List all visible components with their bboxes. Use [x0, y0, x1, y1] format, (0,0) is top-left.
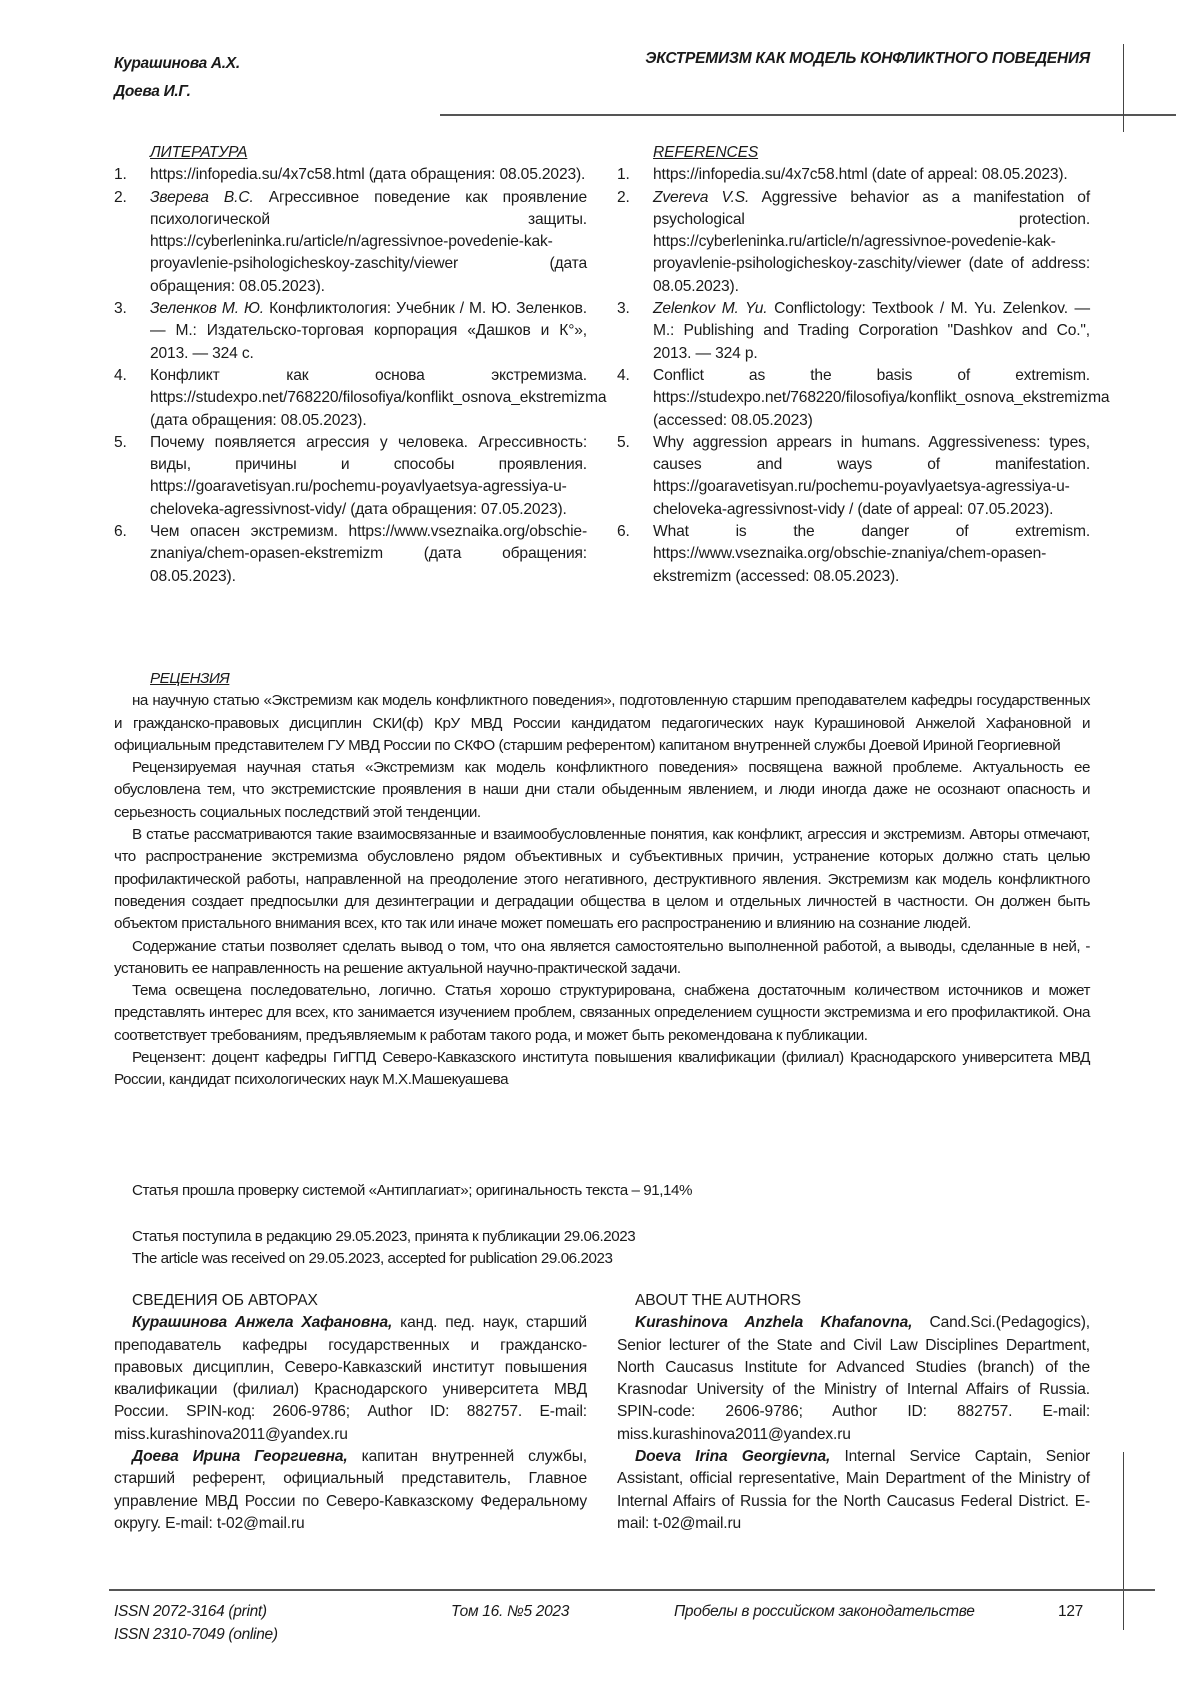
reference-text: Conflictology: Textbook / M. Yu. Zelenkov. — M.: Publishing and Trading Corporation "Dashkov and Co.", 2013. — 324 p.	[653, 300, 1090, 362]
reference-text: Чем опасен экстремизм. https://www.vseznaika.org/obschie-znaniya/chem-opasen-ekstremizm (дата обращения: 08.05.2023).	[150, 523, 587, 585]
reference-item	[617, 298, 1090, 365]
references-section	[617, 142, 1110, 588]
reference-number: 2.	[617, 188, 630, 206]
reference-number: 4.	[114, 366, 127, 384]
author-info-text: капитан внутренней службы, старший референт, официальный представитель, Главное управление МВД России по Северо-Кавказскому Федеральному округу. E-mail: t-02@mail.ru	[114, 1448, 587, 1532]
running-header-authors	[114, 50, 240, 106]
reference-number: 4.	[617, 366, 630, 384]
authors-ru-section	[114, 1290, 587, 1535]
reference-text: https://infopedia.su/4x7c58.html (date of appeal: 08.05.2023).	[653, 166, 1068, 184]
reference-text: Конфликтология: Учебник / М. Ю. Зеленков. — М.: Издательско-торговая корпорация «Дашков и К°», 2013. — 324 с.	[150, 300, 587, 362]
reference-item	[617, 521, 1090, 588]
references-heading: REFERENCES	[653, 144, 759, 161]
author-info-text: канд. пед. наук, старший преподаватель кафедры государственных и гражданско-правовых дисциплин, Северо-Кавказский институт повышения квалификации (филиал) Краснодарского университета МВД России. SPIN-код: 2606-9786; Author ID: 882757. E-mail: miss.kurashinova2011@yandex.ru	[114, 1314, 587, 1443]
author-info	[114, 1312, 587, 1446]
author-name: Курашинова А.Х.	[114, 55, 240, 72]
reference-number: 3.	[114, 300, 127, 318]
page-number: 127	[1058, 1603, 1083, 1620]
reference-item	[114, 164, 587, 186]
authors-en-heading: ABOUT THE AUTHORS	[635, 1292, 801, 1309]
reference-number: 5.	[114, 433, 127, 451]
footer-issn	[114, 1600, 278, 1646]
footer-divider	[109, 1589, 1155, 1591]
reference-author: Зверева В.С.	[150, 188, 254, 206]
author-info	[114, 1446, 587, 1535]
footer-journal: Пробелы в российском законодательстве	[674, 1603, 975, 1620]
review-section	[114, 668, 1090, 1092]
literature-list	[114, 164, 607, 588]
reference-author: Zvereva V.S.	[653, 188, 750, 206]
reference-item	[617, 365, 1110, 432]
authors-en-section	[617, 1290, 1090, 1535]
running-header-title: ЭКСТРЕМИЗМ КАК МОДЕЛЬ КОНФЛИКТНОГО ПОВЕДЕНИЯ	[645, 50, 1090, 67]
received-date-ru: Статья поступила в редакцию 29.05.2023, принята к публикации 29.06.2023	[132, 1228, 636, 1245]
reference-item	[114, 187, 587, 298]
reference-author: Зеленков М. Ю.	[150, 300, 264, 318]
author-info-text: Cand.Sci.(Pedagogics), Senior lecturer of the State and Civil Law Disciplines Department, North Caucasus Institute for Advanced Studies (branch) of the Krasnodar University of the Ministry of Internal Affairs of Russia. SPIN-code: 2606-9786; Author ID: 882757. E-mail: miss.kurashinova2011@yandex.ru	[617, 1314, 1090, 1443]
reference-item	[114, 365, 607, 432]
author-name: Доева И.Г.	[114, 83, 191, 100]
authors-ru-heading: СВЕДЕНИЯ ОБ АВТОРАХ	[132, 1292, 318, 1309]
author-info	[617, 1312, 1090, 1446]
reference-number: 2.	[114, 188, 127, 206]
reference-number: 1.	[617, 166, 630, 184]
reference-text: Агрессивное поведение как проявление психологической защиты. https://cyberleninka.ru/article/n/agressivnoe-povedenie-kak-proyavlenie-psihologicheskoy-zaschity/viewer (дата обращения: 08.05.2023).	[150, 188, 587, 295]
footer-volume: Том 16. №5 2023	[451, 1603, 570, 1620]
review-paragraph: Тема освещена последовательно, логично. Статья хорошо структурирована, снабжена достаточным количеством источников и может представлять интерес для всех, кто занимается изучением проблем, связанных определением сущности экстремизма и его профилактикой. Она соответствует требованиям, предъявляемым к работам такого рода, и может быть рекомендована к публикации.	[114, 982, 1090, 1044]
reference-item	[114, 521, 587, 588]
reference-item	[617, 432, 1090, 521]
reference-text: Why aggression appears in humans. Aggressiveness: types, causes and ways of manifestation. https://goaravetisyan.ru/pochemu-poyavlyaetsya-agressiya-u-cheloveka-agressivnost-vidy / (date of appeal: 07.05.2023).	[653, 433, 1090, 518]
reference-item	[114, 432, 587, 521]
header-crop-mark	[1123, 44, 1124, 132]
reference-number: 6.	[617, 523, 630, 541]
literature-section	[114, 142, 607, 588]
reference-number: 5.	[617, 433, 630, 451]
review-paragraph: на научную статью «Экстремизм как модель конфликтного поведения», подготовленную старшим преподавателем кафедры государственных и гражданско-правовых дисциплин СКИ(ф) КрУ МВД России кандидатом педагогических наук Курашиновой Анжелой Хафановной и официальным представителем ГУ МВД России по СКФО (старшим референтом) капитаном внутренней службы Доевой Ириной Георгиевной	[114, 692, 1090, 754]
reference-text: Почему появляется агрессия у человека. Агрессивность: виды, причины и способы проявления. https://goaravetisyan.ru/pochemu-poyavlyaetsya-agressiya-u-cheloveka-agressivnost-vidy/ (дата обращения: 07.05.2023).	[150, 433, 587, 518]
review-paragraph: Рецензируемая научная статья «Экстремизм как модель конфликтного поведения» посвящена важной проблеме. Актуальность ее обусловлена тем, что экстремистские проявления в наши дни стали обыденным явлением, и люди иногда даже не осознают опасность и серьезность социальных последствий этой тенденции.	[114, 759, 1090, 821]
reference-text: https://infopedia.su/4x7c58.html (дата обращения: 08.05.2023).	[150, 166, 586, 184]
received-date-en: The article was received on 29.05.2023, accepted for publication 29.06.2023	[132, 1250, 613, 1267]
reference-text: Aggressive behavior as a manifestation of psychological protection. https://cyberleninka.ru/article/n/agressivnoe-povedenie-kak-proyavlenie-psihologicheskoy-zaschity/viewer (date of address: 08.05.2023).	[653, 188, 1091, 295]
reference-number: 3.	[617, 300, 630, 318]
reference-item	[617, 187, 1090, 298]
references-list	[617, 164, 1110, 588]
author-info-text: Internal Service Captain, Senior Assistant, official representative, Main Department of the Ministry of Internal Affairs of Russia for the North Caucasus Federal District. E-mail: t-02@mail.ru	[617, 1448, 1090, 1532]
review-heading: РЕЦЕНЗИЯ	[150, 670, 230, 687]
author-info-name: Доева Ирина Георгиевна,	[132, 1448, 348, 1466]
review-paragraph: Содержание статьи позволяет сделать вывод о том, что она является самостоятельно выполненной работой, а выводы, сделанные в ней, - установить ее направленность на решение актуальной научно-практической задачи.	[114, 937, 1090, 977]
reference-item	[617, 164, 1090, 186]
antiplagiat-note: Статья прошла проверку системой «Антиплагиат»; оригинальность текста – 91,14%	[132, 1182, 693, 1199]
reviewer-info: Рецензент: доцент кафедры ГиГПД Северо-Кавказского института повышения квалификации (филиал) Краснодарского университета МВД России, кандидат психологических наук М.Х.Машекуашева	[114, 1049, 1090, 1089]
issn-print: ISSN 2072-3164 (print)	[114, 1603, 267, 1620]
issn-online: ISSN 2310-7049 (online)	[114, 1626, 278, 1643]
reference-text: Конфликт как основа экстремизма. https://studexpo.net/768220/filosofiya/konflikt_osnova_ekstremizma (дата обращения: 08.05.2023).	[150, 366, 607, 429]
author-info	[617, 1446, 1090, 1535]
literature-heading: ЛИТЕРАТУРА	[150, 144, 248, 161]
reference-number: 6.	[114, 523, 127, 541]
author-info-name: Doeva Irina Georgievna,	[635, 1448, 831, 1466]
reference-number: 1.	[114, 166, 127, 184]
review-paragraph: В статье рассматриваются такие взаимосвязанные и взаимообусловленные понятия, как конфликт, агрессия и экстремизм. Авторы отмечают, что распространение экстремизма обусловлено рядом объективных и субъективных причин, устранение которых должно стать целью профилактической работы, направленной на преодоление этого негативного, деструктивного явления. Экстремизм как модель конфликтного поведения создает предпосылки для дезинтеграции и деградации общества в целом и отдельных личностей в частности. Он должен быть объектом пристального внимания всех, кто так или иначе может помешать его распространению и влиянию на сознание людей.	[114, 826, 1090, 933]
header-divider	[440, 114, 1176, 116]
author-info-name: Курашинова Анжела Хафановна,	[132, 1314, 393, 1332]
reference-text: What is the danger of extremism. https://www.vseznaika.org/obschie-znaniya/chem-opasen-ekstremizm (accessed: 08.05.2023).	[653, 523, 1090, 585]
reference-author: Zelenkov M. Yu.	[653, 300, 768, 318]
author-info-name: Kurashinova Anzhela Khafanovna,	[635, 1314, 913, 1332]
reference-item	[114, 298, 587, 365]
footer-crop-mark	[1123, 1452, 1124, 1630]
reference-text: Conflict as the basis of extremism. https://studexpo.net/768220/filosofiya/konflikt_osnova_ekstremizma (accessed: 08.05.2023)	[653, 366, 1110, 429]
